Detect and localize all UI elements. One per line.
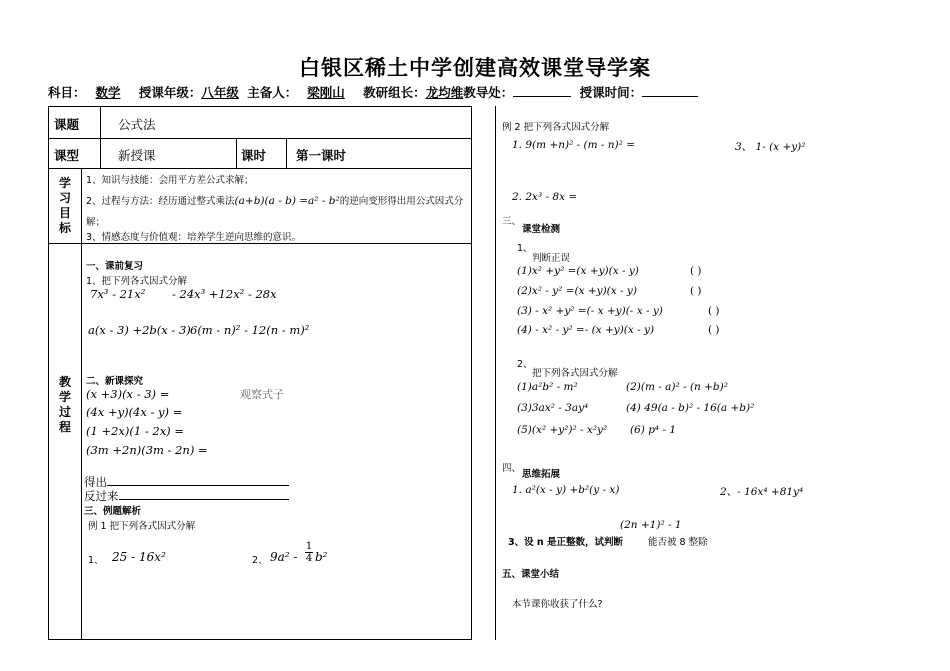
review-title: 一、课前复习 (86, 261, 144, 272)
test-1-question: 判断正误 (532, 253, 571, 264)
type-value: 新授课 (118, 148, 156, 163)
type-label: 课型 (54, 148, 80, 163)
example-2-q2: 2. 2x³ - 8x = (512, 191, 578, 203)
review-expr-1: 7x³ - 21x² (90, 287, 146, 301)
factor-3: (3)3ax² - 3ay⁴ (517, 402, 589, 414)
process-label: 教学过程 (58, 375, 71, 434)
factor-1: (1)a²b² - m² (517, 381, 578, 393)
explore-expr-2: (4x +y)(4x - y) = (86, 405, 183, 419)
info-line (48, 83, 698, 101)
director-label: 教导处： (463, 85, 514, 100)
goal-3: 3、情感态度与价值观：培养学生逆向思维的意识。 (86, 232, 302, 243)
factor-6: (6) p⁴ - 1 (630, 424, 677, 436)
time-blank (642, 84, 698, 97)
observe-note: 观察式子 (240, 388, 284, 401)
get-line: 得出 (84, 474, 289, 490)
example-1-expr: 25 - 16x² (112, 550, 166, 564)
judge-4-paren: ( ) (708, 324, 720, 336)
example-2-q1: 1. 9(m +n)² - (m - n)² = (512, 139, 635, 151)
director-blank (513, 84, 571, 97)
review-question: 1、把下列各式因式分解 (86, 276, 188, 287)
time-label: 授课时间： (579, 85, 643, 100)
explore-title: 二、新课探究 (86, 376, 144, 387)
example-2-num: 2、 (252, 555, 268, 566)
judge-1: (1)x² +y² =(x +y)(x - y) (517, 265, 639, 277)
example-2-fraction: 1 4 (305, 541, 313, 564)
review-expr-2: - 24x³ +12x² - 28x (172, 287, 277, 301)
review-expr-3: a(x - 3) +2b(x - 3) (88, 323, 191, 337)
leader-label: 教研组长： (363, 85, 426, 100)
section-4-num: 四、 (502, 463, 522, 474)
example-1-question: 例 1 把下列各式因式分解 (88, 521, 196, 532)
example-2-q3: 3、 1- (x +y)² (735, 141, 806, 153)
grade-value: 八年级 (201, 85, 239, 100)
goal-2: 2、过程与方法：经历通过整式乘法(a+b)(a - b) =a² - b²的逆向变形得出用公式因式分 (86, 195, 464, 207)
review-expr-4: 6(m - n)² - 12(n - m)² (190, 323, 310, 337)
test-2-question: 把下列各式因式分解 (532, 368, 618, 379)
extend-1: 1. a²(x - y) +b²(y - x) (512, 484, 620, 496)
goal-2-formula: (a+b)(a - b) =a² - b² (234, 195, 340, 207)
judge-2: (2)x² - y² =(x +y)(x - y) (517, 285, 637, 297)
goals-label: 学习目标 (58, 176, 71, 235)
section-3-title: 课堂检测 (522, 224, 561, 235)
section-3-num: 三、 (502, 216, 522, 227)
test-2-num: 2、 (517, 359, 533, 370)
example-title: 三、例题解析 (84, 506, 142, 517)
grade-label: 授课年级： (138, 85, 202, 100)
reverse-line: 反过来 (84, 488, 289, 504)
preparer-value: 梁刚山 (307, 85, 345, 100)
period-label: 课时 (241, 148, 267, 163)
section-5-title: 五、课堂小结 (502, 569, 560, 580)
topic-label: 课题 (54, 117, 80, 132)
period-value: 第一课时 (296, 148, 347, 163)
factor-5: (5)(x² +y²)² - x²y² (517, 424, 608, 436)
explore-expr-1: (x +3)(x - 3) = (86, 387, 170, 401)
topic-value: 公式法 (118, 117, 156, 132)
factor-2: (2)(m - a)² - (n +b)² (626, 381, 728, 393)
judge-3: (3) - x² +y² =(- x +y)(- x - y) (517, 305, 663, 317)
explore-expr-4: (3m +2n)(3m - 2n) = (86, 443, 208, 457)
goal-2-cont: 解； (86, 217, 106, 228)
judge-3-paren: ( ) (708, 305, 720, 317)
example-1-num: 1、 (88, 555, 104, 566)
subject-value: 数学 (95, 85, 121, 100)
factor-4: (4) 49(a - b)² - 16(a +b)² (626, 402, 755, 414)
leader-value: 龙均维 (425, 85, 464, 100)
preparer-label: 主备人： (247, 85, 298, 100)
goal-1: 1、知识与技能：会用平方差公式求解； (86, 175, 254, 186)
extend-3-text-a: 3、设 n 是正整数，试判断 (508, 537, 623, 548)
judge-4: (4) - x² - y² =- (x +y)(x - y) (517, 324, 655, 336)
extend-3-text-b: 能否被 8 整除 (648, 537, 708, 548)
judge-1-paren: ( ) (690, 265, 702, 277)
extend-2: 2、- 16x⁴ +81y⁴ (720, 486, 804, 498)
example-2-expr-a: 9a² - (270, 550, 298, 564)
test-1-num: 1、 (517, 243, 533, 254)
explore-expr-3: (1 +2x)(1 - 2x) = (86, 424, 184, 438)
subject-label: 科目： (48, 85, 86, 100)
example-2-question: 例 2 把下列各式因式分解 (502, 122, 610, 133)
example-2-expr-b: b² (315, 550, 328, 564)
page-title: 白银区稀土中学创建高效课堂导学案 (299, 56, 651, 80)
summary-question: 本节课你收获了什么? (512, 599, 603, 610)
judge-2-paren: ( ) (690, 285, 702, 297)
section-4-title: 思维拓展 (522, 469, 561, 480)
extend-3-expr: (2n +1)² - 1 (620, 519, 682, 531)
